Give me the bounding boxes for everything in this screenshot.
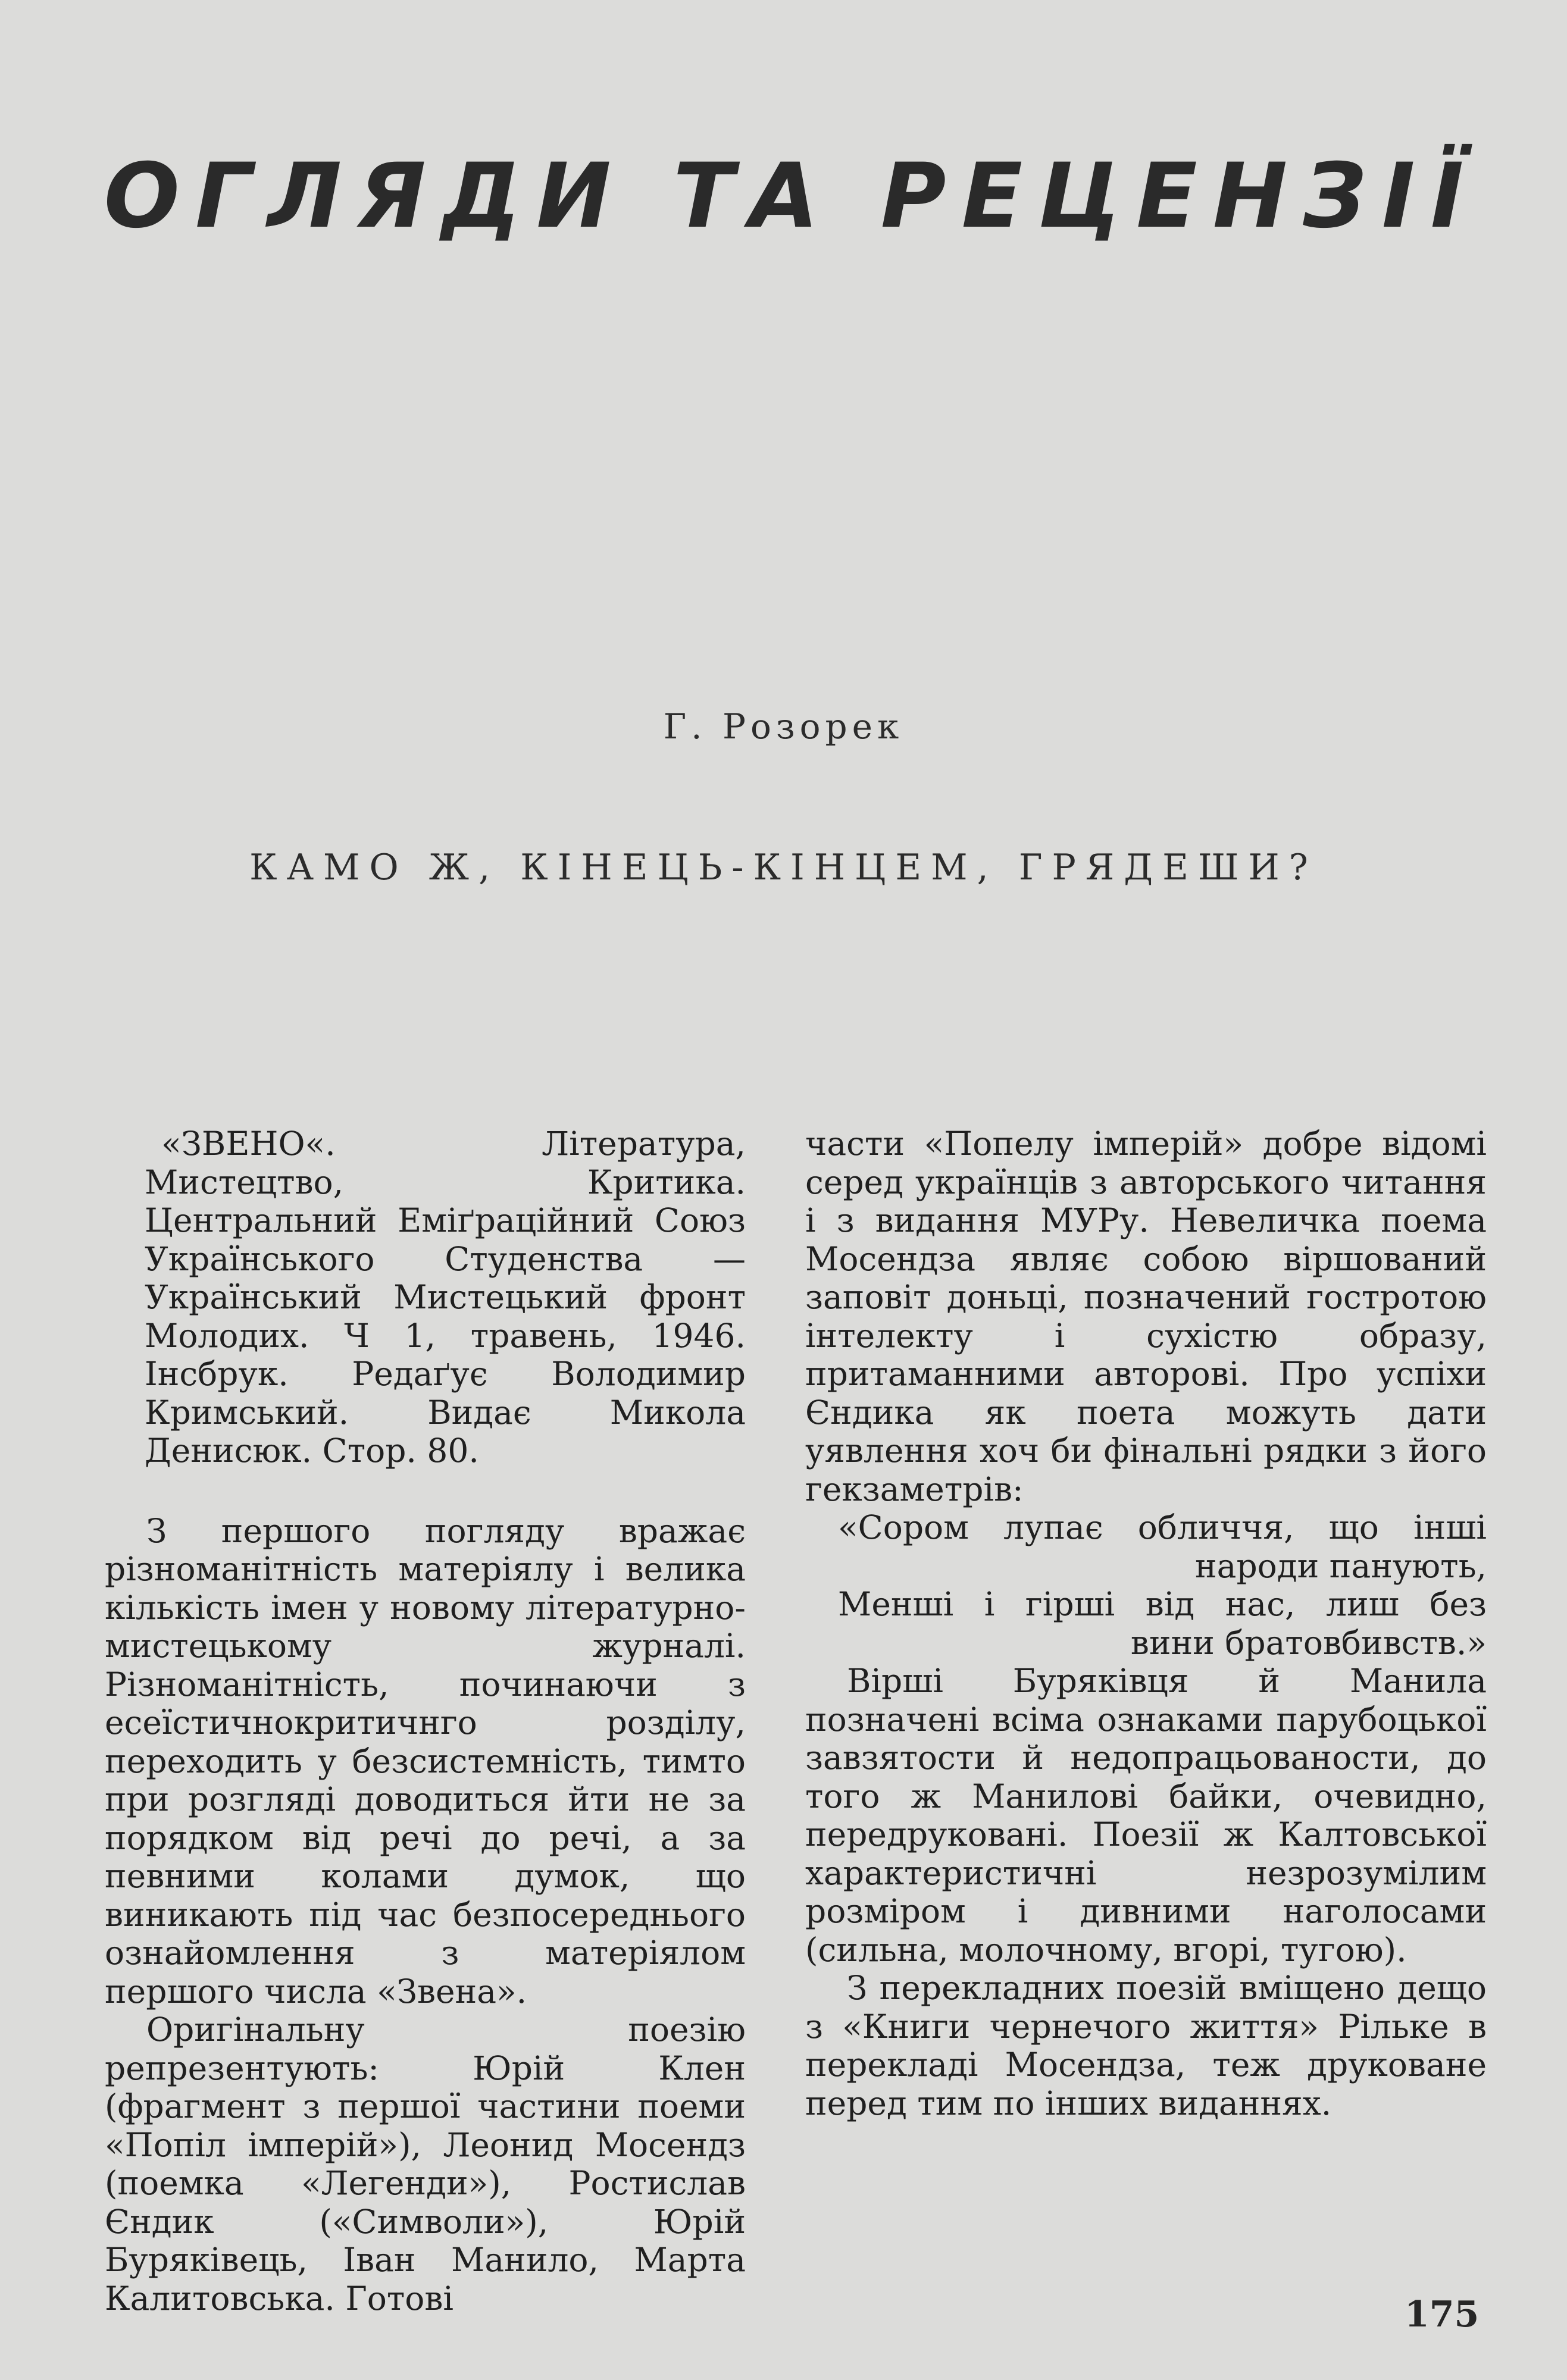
quote-line: Менші і гірші від нас, лиш без (838, 1585, 1487, 1623)
hexameter-quote (805, 1508, 1487, 1662)
quote-line: «Сором лупає обличчя, що інші (838, 1508, 1487, 1546)
page-number: 175 (1405, 2294, 1480, 2335)
body-paragraph-2: Оригінальну поезію репрезентують: Юрій Клен (фрагмент з першої частини поеми «Попіл імперій»), Леонид Мосендз (поемка «Легенди»), Ростислав Єндик («Символи»), Юрій Буряківець, Іван Манило, Марта Калитовська. Готові (105, 2011, 746, 2318)
section-heading: ОГЛЯДИ ТА РЕЦЕНЗІЇ (104, 145, 1480, 248)
article-author: Г. Розорек (663, 706, 904, 747)
right-column (805, 1125, 1487, 2122)
bibliographic-entry: «ЗВЕНО«. Література, Мистецтво, Критика. Центральний Еміґраційний Союз Українського Студенства — Український Мистецький фронт Молодих. Ч 1, травень, 1946. Інсбрук. Редаґує Володимир Кримський. Видає Микола Денисюк. Стор. 80. (145, 1125, 746, 1470)
body-paragraph-1: З першого погляду вражає різноманітність матеріялу і велика кількість імен у новому літературно-мистецькому журналі. Різноманітність, починаючи з есеїстичнокритичнго розділу, переходить у безсистемність, тимто при розгляді доводиться йти не за порядком від речі до речі, а за певними колами думок, що виникають під час безпосереднього ознайомлення з матеріялом першого числа «Звена». (105, 1511, 746, 2011)
body-paragraph-4: З перекладних поезій вміщено дещо з «Книги чернечого життя» Рільке в перекладі Мосендза, теж друковане перед тим по інших виданнях. (805, 1969, 1487, 2122)
article-title: КАМО Ж, КІНЕЦЬ-КІНЦЕМ, ГРЯДЕШИ? (249, 847, 1318, 888)
quote-line: вини братовбивств.» (1130, 1623, 1487, 1662)
continued-paragraph: части «Попелу імперій» добре відомі серед українців з авторського читання і з видання МУРу. Невеличка поема Мосендза являє собою віршований заповіт доньці, позначений гостротою інтелекту і сухістю образу, притаманними авторові. Про успіхи Єндика як поета можуть дати уявлення хоч би фінальні рядки з його гекзаметрів: (805, 1125, 1487, 1508)
quote-line: народи панують, (1195, 1546, 1487, 1585)
body-paragraph-3: Вірші Буряківця й Манила позначені всіма ознаками парубоцької завзятости й недопрацьованости, до того ж Манилові байки, очевидно, передруковані. Поезії ж Калтовської характеристичні незрозумілим розміром і дивними наголосами (сильна, молочному, вгорі, тугою). (805, 1662, 1487, 1969)
left-column (105, 1125, 746, 2318)
